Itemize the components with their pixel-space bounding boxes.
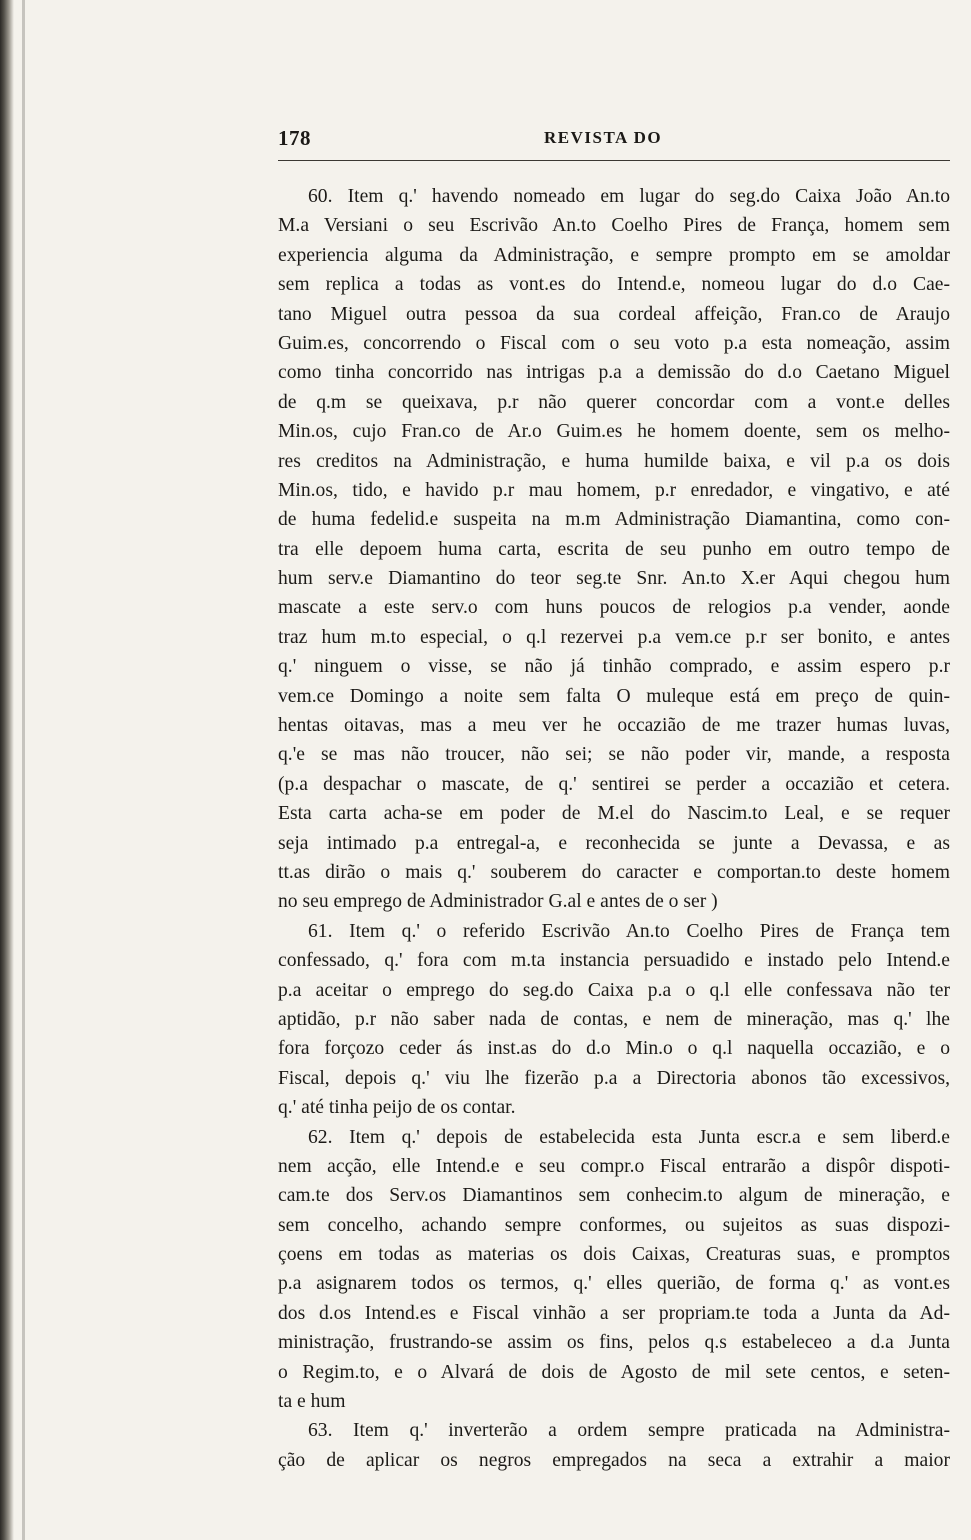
text-line: tra elle depoem huma carta, escrita de seu punho em outro tempo de xyxy=(278,538,950,560)
text-line: 60. Item q.' havendo nomeado em lugar do seg.do Caixa João An.to xyxy=(308,186,950,207)
text-line: çoens em todas as materias os dois Caixas, Creaturas suas, e promptos xyxy=(278,1244,950,1266)
text-line: cam.te dos Serv.os Diamantinos sem conhecim.to algum de mineração, e xyxy=(278,1185,950,1207)
text-line: Min.os, tido, e havido p.r mau homem, p.r enredador, e vingativo, e até xyxy=(278,479,950,501)
text-line: (p.a despachar o mascate, de q.' sentirei se perder a occazião et cetera. xyxy=(278,773,950,795)
text-line: p.a asignarem todos os termos, q.' elles querião, de forma q.' as vont.es xyxy=(278,1273,950,1295)
text-line: Esta carta acha-se em poder de M.el do Nascim.to Leal, e se requer xyxy=(278,803,950,825)
text-line: de q.m se queixava, p.r não querer concordar com a vont.e delles xyxy=(278,391,950,413)
text-line: sem concelho, achando sempre conformes, ou sujeitos as suas dispozi- xyxy=(278,1214,950,1236)
binding-edge xyxy=(0,0,14,1540)
text-line: ção de aplicar os negros empregados na seca a extrahir a maior xyxy=(278,1449,950,1471)
page-number: 178 xyxy=(278,126,311,150)
text-line: dos d.os Intend.es e Fiscal vinhão a ser propriam.te toda a Junta da Ad- xyxy=(278,1302,950,1324)
text-line: o Regim.to, e o Alvará de dois de Agosto de mil sete centos, e seten- xyxy=(278,1361,950,1383)
text-line: 63. Item q.' inverterão a ordem sempre praticada na Administra- xyxy=(308,1420,950,1442)
text-line: Fiscal, depois q.' viu lhe fizerão p.a a Directoria abonos tão excessivos, xyxy=(278,1067,950,1089)
text-line: q.' ninguem o visse, se não já tinhão comprado, e assim espero p.r xyxy=(278,656,950,678)
running-head xyxy=(278,126,951,152)
text-line: fora forçozo ceder ás inst.as do d.o Min.o o q.l naquella occazião, e o xyxy=(278,1038,950,1060)
text-line: res creditos na Administração, e huma humilde baixa, e vil p.a os dois xyxy=(278,450,950,472)
body-text xyxy=(278,182,950,1475)
text-line: seja intimado p.a entregal-a, e reconhecida se junte a Devassa, e as xyxy=(278,832,950,854)
text-line: de huma fedelid.e suspeita na m.m Administração Diamantina, como con- xyxy=(278,509,950,531)
text-line: Guim.es, concorrendo o Fiscal com o seu voto p.a esta nomeação, assim xyxy=(278,332,950,354)
text-line: p.a aceitar o emprego do seg.do Caixa p.a o q.l elle confessava não ter xyxy=(278,979,950,1001)
text-line: tano Miguel outra pessoa da sua cordeal affeição, Fran.co de Araujo xyxy=(278,303,950,325)
text-line: 62. Item q.' depois de estabelecida esta Junta escr.a e sem liberd.e xyxy=(308,1126,950,1148)
text-line: traz hum m.to especial, o q.l rezervei p.a vem.ce p.r ser bonito, e antes xyxy=(278,626,950,648)
text-line: hentas oitavas, mas a meu ver he occazião de me trazer humas luvas, xyxy=(278,715,950,737)
text-line: confessado, q.' fora com m.ta instancia persuadido e instado pelo Intend.e xyxy=(278,950,950,972)
text-line: como tinha concorrido nas intrigas p.a a demissão do d.o Caetano Miguel xyxy=(278,362,950,384)
text-line: no seu emprego de Administrador G.al e antes de o ser ) xyxy=(278,891,718,913)
text-line: q.' até tinha peijo de os contar. xyxy=(278,1097,516,1119)
text-line: mascate a este serv.o com huns poucos de relogios p.a vender, aonde xyxy=(278,597,950,619)
text-line: vem.ce Domingo a noite sem falta O muleque está em preço de quin- xyxy=(278,685,950,707)
text-line: nem acção, elle Intend.e e seu compr.o Fiscal entrarão a dispôr dispoti- xyxy=(278,1155,950,1177)
text-line: sem replica a todas as vont.es do Intend.e, nomeou lugar do d.o Cae- xyxy=(278,274,950,296)
text-line: ministração, frustrando-se assim os fins, pelos q.s estabeleceo a d.a Junta xyxy=(278,1332,950,1354)
text-line: experiencia alguma da Administração, e sempre prompto em se amoldar xyxy=(278,244,950,266)
header-rule xyxy=(278,160,950,161)
text-line: Min.os, cujo Fran.co de Ar.o Guim.es he homem doente, sem os melho- xyxy=(278,421,950,443)
text-line: tt.as dirão o mais q.' souberem do caracter e comportan.to deste homem xyxy=(278,861,950,883)
text-line: M.a Versiani o seu Escrivão An.to Coelho Pires de França, homem sem xyxy=(278,215,950,237)
text-line: 61. Item q.' o referido Escrivão An.to Coelho Pires de França tem xyxy=(308,920,950,942)
binding-shadow xyxy=(22,0,25,1540)
text-line: aptidão, p.r não saber nada de contas, e nem de mineração, mas q.' lhe xyxy=(278,1008,950,1030)
journal-title: REVISTA DO xyxy=(544,128,663,147)
text-line: hum serv.e Diamantino do teor seg.te Snr. An.to X.er Aqui chegou hum xyxy=(278,568,950,590)
text-line: ta e hum xyxy=(278,1391,346,1413)
text-line: q.'e se mas não troucer, não sei; se não poder vir, mande, a resposta xyxy=(278,744,950,766)
